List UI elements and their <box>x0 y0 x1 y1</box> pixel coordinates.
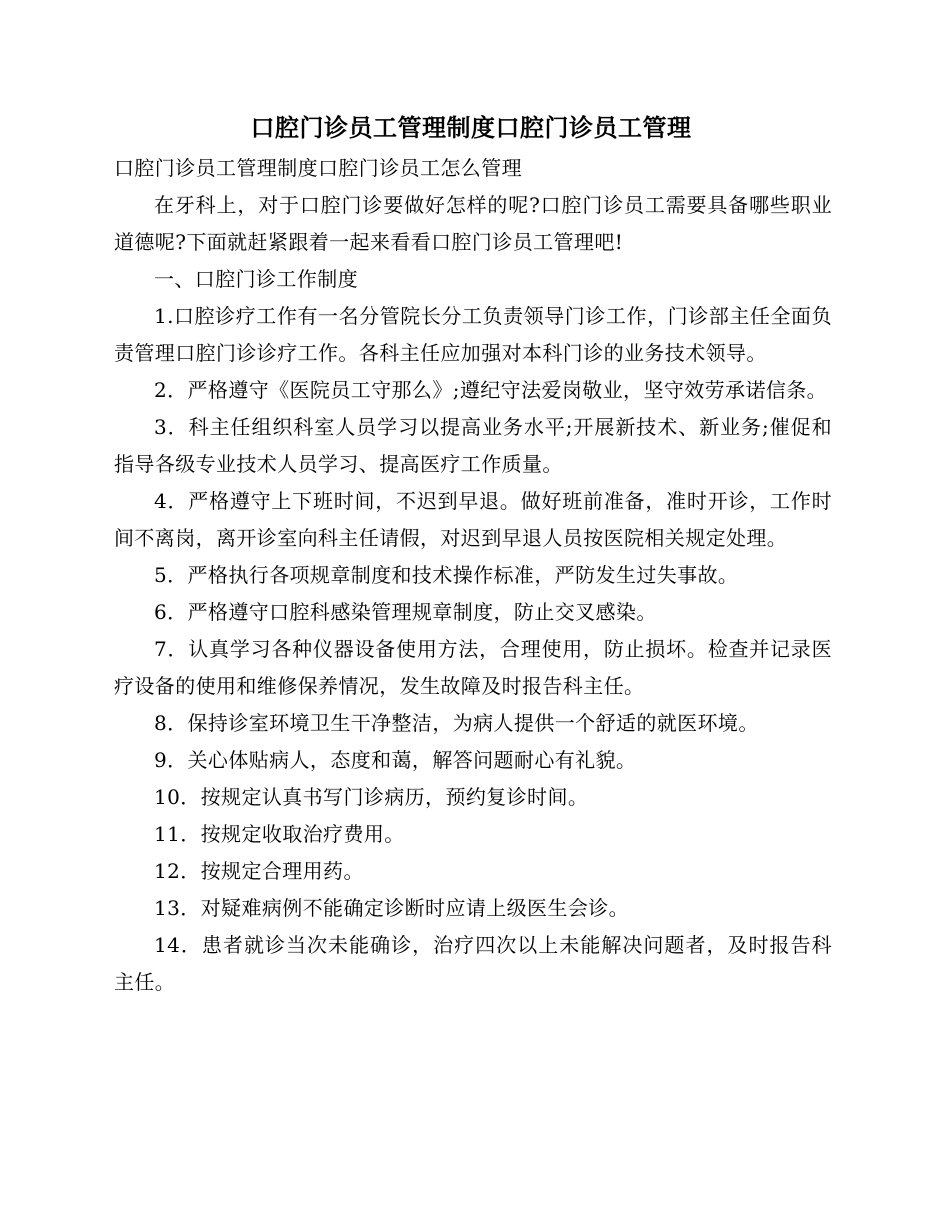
rule-item-6: 6．严格遵守口腔科感染管理规章制度，防止交叉感染。 <box>154 600 657 624</box>
rule-item-12: 12．按规定合理用药。 <box>154 859 364 883</box>
rule-item-11: 11．按规定收取治疗费用。 <box>154 822 405 846</box>
rule-item-13: 13．对疑难病例不能确定诊断时应请上级医生会诊。 <box>154 896 630 920</box>
document-title: 口腔门诊员工管理制度口腔门诊员工管理 <box>250 113 692 142</box>
rule-item-5: 5．严格执行各项规章制度和技术操作标准，严防发生过失事故。 <box>154 563 739 587</box>
rule-item-10: 10．按规定认真书写门诊病历，预约复诊时间。 <box>154 785 589 809</box>
rule-item-14: 14．患者就诊当次未能确诊，治疗四次以上未能解决问题者，及时报告科主任。 <box>114 933 832 994</box>
rule-item-4: 4．严格遵守上下班时间，不迟到早退。做好班前准备，准时开诊，工作时间不离岗，离开诊室向科主任请假，对迟到早退人员按医院相关规定处理。 <box>114 489 832 550</box>
rule-item-1: 1.口腔诊疗工作有一名分管院长分工负责领导门诊工作，门诊部主任全面负责管理口腔门诊诊疗工作。各科主任应加强对本科门诊的业务技术领导。 <box>114 304 832 365</box>
rule-item-3: 3．科主任组织科室人员学习以提高业务水平;开展新技术、新业务;催促和指导各级专业技术人员学习、提高医疗工作质量。 <box>114 415 832 476</box>
document-body <box>114 150 832 1001</box>
rule-item-2: 2．严格遵守《医院员工守那么》;遵纪守法爱岗敬业，坚守效劳承诺信条。 <box>154 378 828 402</box>
intro-paragraph: 在牙科上，对于口腔门诊要做好怎样的呢?口腔门诊员工需要具备哪些职业道德呢?下面就赶紧跟着一起来看看口腔门诊员工管理吧! <box>114 193 832 254</box>
rule-item-8: 8．保持诊室环境卫生干净整洁，为病人提供一个舒适的就医环境。 <box>154 711 759 735</box>
rule-item-7: 7．认真学习各种仪器设备使用方法，合理使用，防止损坏。检查并记录医疗设备的使用和维修保养情况，发生故障及时报告科主任。 <box>114 637 832 698</box>
section-heading: 一、口腔门诊工作制度 <box>154 267 358 291</box>
document-subtitle: 口腔门诊员工管理制度口腔门诊员工怎么管理 <box>114 156 522 180</box>
rule-item-9: 9．关心体贴病人，态度和蔼，解答问题耐心有礼貌。 <box>154 748 637 772</box>
